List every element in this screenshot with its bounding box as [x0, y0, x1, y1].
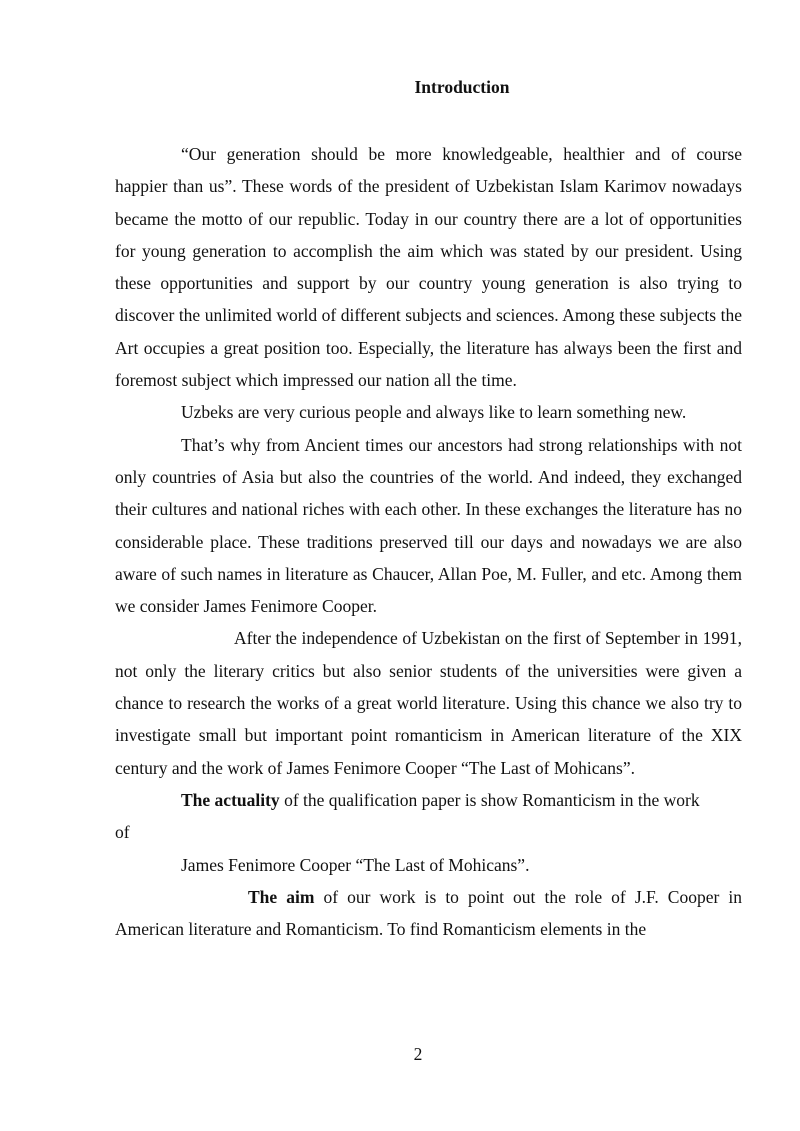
aim-text: of our work is to point out the role of J.F. Cooper in American literature and Romanticism. To find Romanticism elements in the: [115, 886, 742, 940]
paragraph: Uzbeks are very curious people and always like to learn something new.: [181, 402, 687, 423]
page-title: Introduction: [414, 77, 510, 97]
aim-label: The aim: [248, 886, 315, 907]
actuality-text: of the qualification paper is show Romanticism in the work: [279, 789, 700, 810]
paragraph: After the independence of Uzbekistan on the first of September in 1991, not only the literary critics but also senior students of the universities were given a chance to research the works of a great world literature. Using this chance we also try to investigate small but important point romanticism in American literature of the XIX century and the work of James Fenimore Cooper “The Last of Mohicans”.: [115, 628, 742, 778]
actuality-continuation: of: [115, 822, 130, 843]
document-body: [115, 138, 742, 945]
actuality-work-line: James Fenimore Cooper “The Last of Mohicans”.: [181, 854, 530, 875]
aim-paragraph: [115, 881, 742, 946]
paragraph: That’s why from Ancient times our ancestors had strong relationships with not only countries of Asia but also the countries of the world. And indeed, they exchanged their cultures and national riches with each other. In these exchanges the literature has no considerable place. These traditions preserved till our days and nowadays we are also aware of such names in literature as Chaucer, Allan Poe, M. Fuller, and etc. Among them we consider James Fenimore Cooper.: [115, 434, 742, 617]
actuality-label: The actuality: [181, 789, 280, 810]
actuality-paragraph: [115, 784, 742, 816]
paragraph: “Our generation should be more knowledgeable, healthier and of course happier than us”. These words of the president of Uzbekistan Islam Karimov nowadays became the motto of our republic. Today in our country there are a lot of opportunities for young generation to accomplish the aim which was stated by our president. Using these opportunities and support by our country young generation is also trying to discover the unlimited world of different subjects and sciences. Among these subjects the Art occupies a great position too. Especially, the literature has always been the first and foremost subject which impressed our nation all the time.: [115, 144, 742, 391]
page-number: 2: [413, 1044, 423, 1064]
